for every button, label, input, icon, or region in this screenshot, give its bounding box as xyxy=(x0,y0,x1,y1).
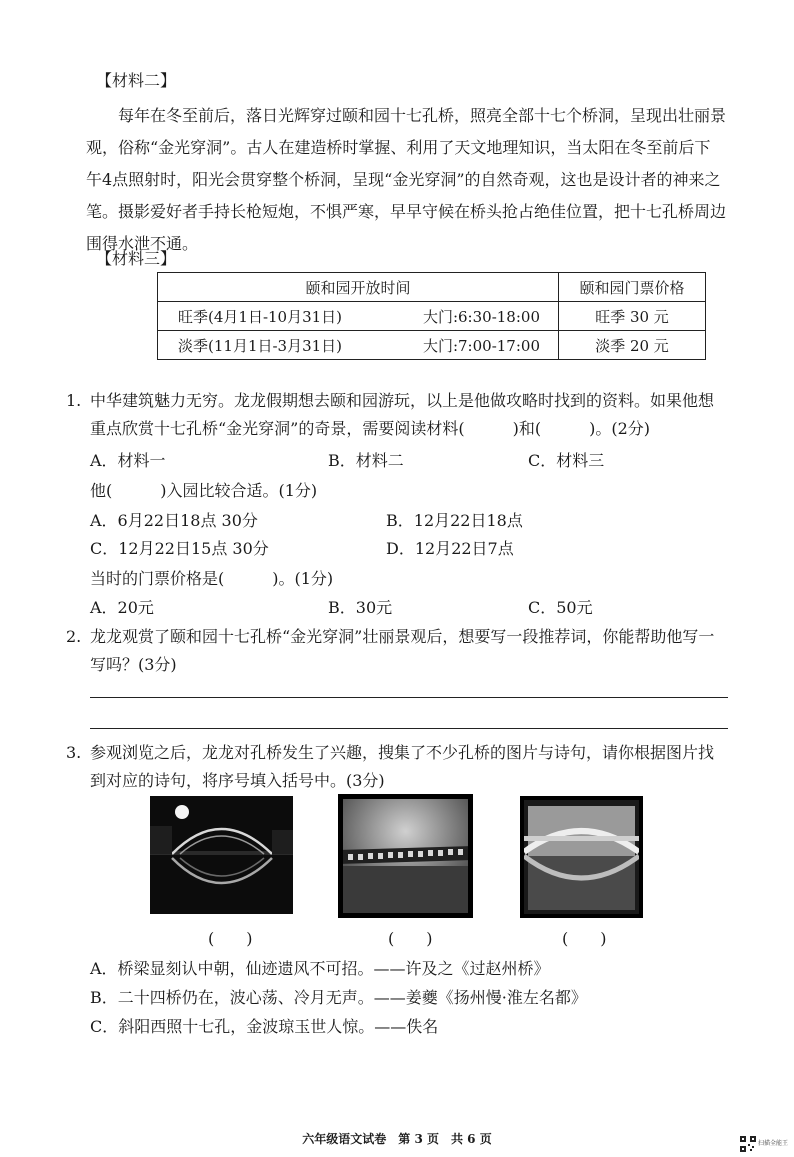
q1-price-option-c[interactable]: C．50元 xyxy=(528,598,593,617)
answer-blank-photo1[interactable]: ( ) xyxy=(208,929,253,948)
hours-label: 大门:6:30-18:00 xyxy=(422,307,540,326)
q1-time-option-c[interactable]: C．12月22日15点 30分 xyxy=(90,539,269,558)
answer-line[interactable] xyxy=(90,728,728,729)
material2-heading: 【材料二】 xyxy=(96,71,177,90)
q1-line2: 重点欣赏十七孔桥“金光穿洞”的奇景，需要阅读材料( )和( )。(2分) xyxy=(90,419,650,438)
q1-option-c[interactable]: C．材料三 xyxy=(528,451,605,470)
q3-line1: 参观浏览之后，龙龙对孔桥发生了兴趣，搜集了不少孔桥的图片与诗句，请你根据图片找 xyxy=(90,743,715,762)
q1-price-option-a[interactable]: A．20元 xyxy=(90,598,154,617)
q1-price-option-b[interactable]: B．30元 xyxy=(328,598,393,617)
moon-bridge-photo xyxy=(150,796,293,914)
table-cell xyxy=(158,302,559,331)
table-row xyxy=(158,302,706,331)
price-cell: 旺季 30 元 xyxy=(559,302,706,331)
q1-time-option-b[interactable]: B．12月22日18点 xyxy=(386,511,523,530)
poem-a: A．桥梁显刻认中朝，仙迹遗风不可招。——许及之《过赵州桥》 xyxy=(90,959,550,978)
q1-line1: 中华建筑魅力无穷。龙龙假期想去颐和园游玩，以上是他做攻略时找到的资料。如果他想 xyxy=(90,391,715,410)
q1-sub2: 当时的门票价格是( )。(1分) xyxy=(90,569,334,588)
park-info-table xyxy=(157,272,706,360)
hours-label: 大门:7:00-17:00 xyxy=(422,336,540,355)
answer-line[interactable] xyxy=(90,697,728,698)
table-header-hours: 颐和园开放时间 xyxy=(158,273,559,302)
q1-sub1: 他( )入园比较合适。(1分) xyxy=(90,481,318,500)
price-cell: 淡季 20 元 xyxy=(559,331,706,360)
table-row xyxy=(158,331,706,360)
material3-heading: 【材料三】 xyxy=(96,249,177,268)
season-label: 淡季(11月1日-3月31日) xyxy=(178,336,343,355)
material2-paragraph: 每年在冬至前后，落日光辉穿过颐和园十七孔桥，照亮全部十七个桥洞，呈现出壮丽景观，俗称“金光穿洞”。古人在建造桥时掌握、利用了天文地理知识，当太阳在冬至前后下午4点照射时，阳光会贯穿整个桥洞，呈现“金光穿洞”的自然奇观，这也是设计者的神来之笔。摄影爱好者手持长枪短炮，不惧严寒，早早守候在桥头抢占绝佳位置，把十七孔桥周边围得水泄不通。 xyxy=(86,106,726,253)
q2-line1: 龙龙观赏了颐和园十七孔桥“金光穿洞”壮丽景观后，想要写一段推荐词，你能帮助他写一 xyxy=(90,627,715,646)
qr-code-icon xyxy=(740,1136,756,1152)
q1-number: 1. xyxy=(66,391,82,410)
page-footer: 六年级语文试卷 第 3 页 共 6 页 xyxy=(302,1132,492,1146)
season-label: 旺季(4月1日-10月31日) xyxy=(178,307,343,326)
q1-time-option-a[interactable]: A．6月22日18点 30分 xyxy=(90,511,258,530)
scanner-brand-label: 扫描全能王 xyxy=(758,1140,789,1147)
q1-option-b[interactable]: B．材料二 xyxy=(328,451,404,470)
q2-line2: 写吗？(3分) xyxy=(90,655,177,674)
seventeen-arch-bridge-photo xyxy=(338,794,473,918)
answer-blank-photo3[interactable]: ( ) xyxy=(562,929,607,948)
q2-number: 2. xyxy=(66,627,82,646)
stone-arch-bridge-photo xyxy=(520,796,643,918)
table-cell xyxy=(158,331,559,360)
poem-c: C．斜阳西照十七孔，金波琼玉世人惊。——佚名 xyxy=(90,1017,439,1036)
answer-blank-photo2[interactable]: ( ) xyxy=(388,929,433,948)
poem-b: B．二十四桥仍在，波心荡、冷月无声。——姜夔《扬州慢·淮左名都》 xyxy=(90,988,587,1007)
q1-time-option-d[interactable]: D．12月22日7点 xyxy=(386,539,514,558)
table-row xyxy=(158,273,706,302)
q3-line2: 到对应的诗句，将序号填入括号中。(3分) xyxy=(90,771,385,790)
q1-option-a[interactable]: A．材料一 xyxy=(90,451,166,470)
q3-number: 3. xyxy=(66,743,82,762)
table-header-price: 颐和园门票价格 xyxy=(559,273,706,302)
